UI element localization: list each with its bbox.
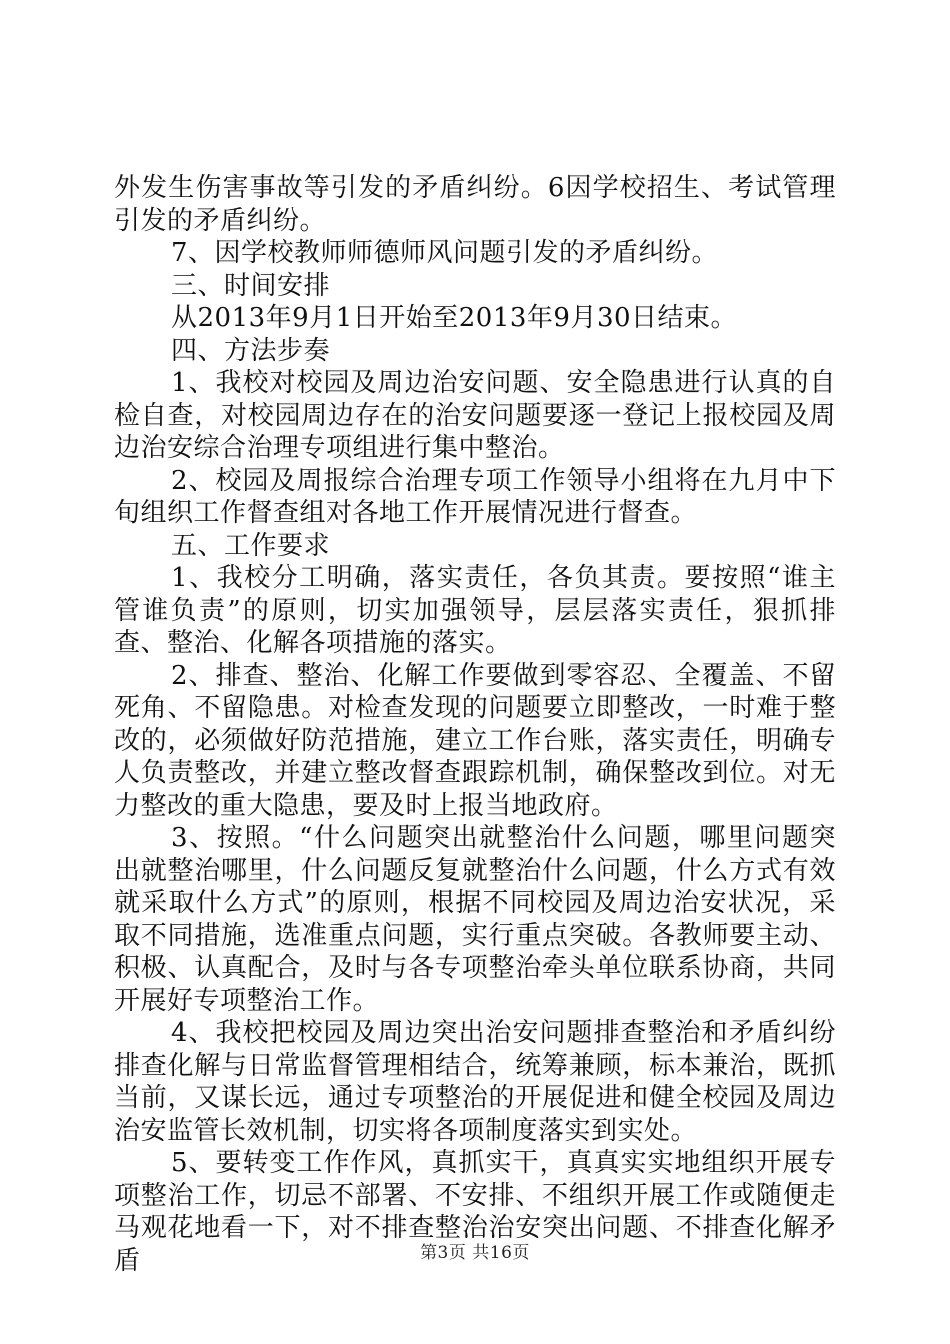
section-heading-schedule: 三、时间安排 — [171, 270, 331, 301]
paragraph-7: 2、校园及周报综合治理专项工作领导小组将在九月中下旬组织工作督查组对各地工作开展情况进行督查。 — [114, 465, 836, 528]
section-heading-method: 四、方法步奏 — [171, 335, 331, 366]
paragraph-13: 5、要转变工作作风，真抓实干，真真实实地组织开展专项整治工作，切忌不部署、不安排、不组织开展工作或随便走马观花地看一下，对不排查整治治安突出问题、不排查化解矛盾 — [114, 1148, 836, 1276]
paragraph-6: 1、我校对校园及周边治安问题、安全隐患进行认真的自检自查，对校园周边存在的治安问题要逐一登记上报校园及周边治安综合治理专项组进行集中整治。 — [114, 368, 836, 463]
paragraph-1: 外发生伤害事故等引发的矛盾纠纷。6因学校招生、考试管理引发的矛盾纠纷。 — [114, 173, 836, 236]
paragraph-12: 4、我校把校园及周边突出治安问题排查整治和矛盾纠纷排查化解与日常监督管理相结合，统筹兼顾，标本兼治，既抓当前，又谋长远，通过专项整治的开展促进和健全校园及周边治安监管长效机制，切实将各项制度落实到实处。 — [114, 1018, 836, 1146]
paragraph-4: 从2013年9月1日开始至2013年9月30日结束。 — [171, 303, 738, 333]
document-body — [114, 172, 836, 1277]
paragraph-9: 1、我校分工明确，落实责任，各负其责。要按照“谁主管谁负责”的原则，切实加强领导，层层落实责任，狠抓排查、整治、化解各项措施的落实。 — [114, 563, 836, 658]
section-heading-requirements: 五、工作要求 — [171, 530, 331, 561]
paragraph-11: 3、按照。“什么问题突出就整治什么问题，哪里问题突出就整治哪里，什么问题反复就整治什么问题，什么方式有效就采取什么方式”的原则，根据不同校园及周边治安状况，采取不同措施，选准重点问题，实行重点突破。各教师要主动、积极、认真配合，及时与各专项整治牵头单位联系协商，共同开展好专项整治工作。 — [114, 823, 836, 1016]
page-number-footer: 第3页 共16页 — [420, 1243, 530, 1263]
paragraph-10: 2、排查、整治、化解工作要做到零容忍、全覆盖、不留死角、不留隐患。对检查发现的问题要立即整改，一时难于整改的，必须做好防范措施，建立工作台账，落实责任，明确专人负责整改，并建立整改督查跟踪机制，确保整改到位。对无力整改的重大隐患，要及时上报当地政府。 — [114, 660, 836, 821]
paragraph-2: 7、因学校教师师德师风问题引发的矛盾纠纷。 — [171, 238, 719, 268]
